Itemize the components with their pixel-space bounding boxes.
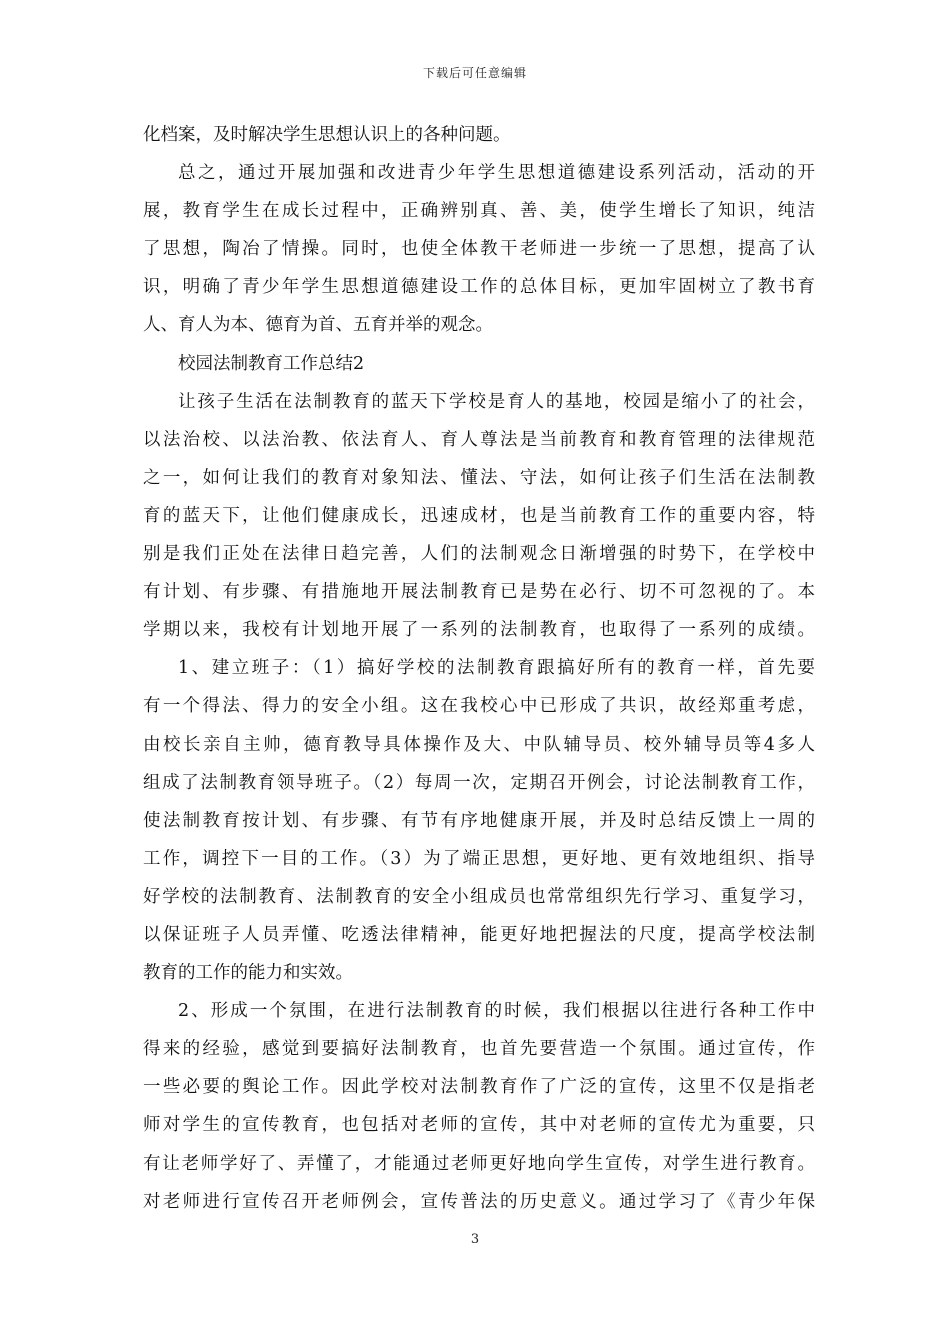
body-line: 学期以来，我校有计划地开展了一系列的法制教育，也取得了一系列的成绩。 (143, 620, 815, 641)
body-line: 教育的工作的能力和实效。 (143, 963, 353, 984)
body-line: 师对学生的宣传教育，也包括对老师的宣传，其中对老师的宣传尤为重要，只 (143, 1115, 815, 1136)
body-line: 好学校的法制教育、法制教育的安全小组成员也常常组织先行学习、重复学习， (143, 886, 815, 907)
body-line: 得来的经验，感觉到要搞好法制教育，也首先要营造一个氛围。通过宣传，作 (143, 1039, 815, 1060)
document-body (143, 116, 815, 1221)
body-line: 工作，调控下一目的工作。（3）为了端正思想，更好地、更有效地组织、指导 (143, 848, 815, 869)
body-line: 了思想，陶冶了情操。同时，也使全体教干老师进一步统一了思想，提高了认 (143, 239, 815, 260)
body-line: 有一个得法、得力的安全小组。这在我校心中已形成了共识，故经郑重考虑， (143, 696, 815, 717)
body-line: 化档案，及时解决学生思想认识上的各种问题。 (143, 125, 511, 145)
body-line: 人、育人为本、德育为首、五育并举的观念。 (143, 315, 493, 336)
body-line: 让孩子生活在法制教育的蓝天下学校是育人的基地，校园是缩小了的社会， (178, 391, 815, 412)
body-line: 有计划、有步骤、有措施地开展法制教育已是势在必行、切不可忽视的了。本 (143, 582, 815, 603)
body-line: 有让老师学好了、弄懂了，才能通过老师更好地向学生宣传，对学生进行教育。 (143, 1153, 815, 1174)
body-line: 以法治校、以法治教、依法育人、育人尊法是当前教育和教育管理的法律规范 (143, 429, 815, 450)
body-line: 总之，通过开展加强和改进青少年学生思想道德建设系列活动，活动的开 (178, 163, 815, 184)
body-line: 识，明确了青少年学生思想道德建设工作的总体目标，更加牢固树立了教书育 (143, 277, 815, 298)
body-line: 对老师进行宣传召开老师例会，宣传普法的历史意义。通过学习了《青少年保 (143, 1191, 815, 1212)
body-line: 由校长亲自主帅，德育教导具体操作及大、中队辅导员、校外辅导员等4多人 (143, 734, 815, 755)
section-heading: 校园法制教育工作总结2 (178, 353, 365, 374)
body-line: 使法制教育按计划、有步骤、有节有序地健康开展，并及时总结反馈上一周的 (143, 810, 815, 831)
body-line: 2、形成一个氛围，在进行法制教育的时候，我们根据以往进行各种工作中 (178, 1001, 815, 1022)
body-line: 育的蓝天下，让他们健康成长，迅速成材，也是当前教育工作的重要内容，特 (143, 505, 815, 526)
page-number: 3 (470, 1232, 480, 1247)
body-line: 1、建立班子：（1）搞好学校的法制教育跟搞好所有的教育一样，首先要 (178, 658, 815, 679)
body-line: 之一，如何让我们的教育对象知法、懂法、守法，如何让孩子们生活在法制教 (143, 467, 815, 488)
body-line: 一些必要的舆论工作。因此学校对法制教育作了广泛的宣传，这里不仅是指老 (143, 1077, 815, 1098)
body-line: 展，教育学生在成长过程中，正确辨别真、善、美，使学生增长了知识，纯洁 (143, 201, 815, 222)
body-line: 别是我们正处在法律日趋完善，人们的法制观念日渐增强的时势下，在学校中 (143, 544, 815, 565)
body-line: 组成了法制教育领导班子。（2）每周一次，定期召开例会，讨论法制教育工作， (143, 772, 815, 793)
body-line: 以保证班子人员弄懂、吃透法律精神，能更好地把握法的尺度，提高学校法制 (143, 924, 815, 945)
page-header: 下载后可任意编辑 (422, 66, 527, 80)
